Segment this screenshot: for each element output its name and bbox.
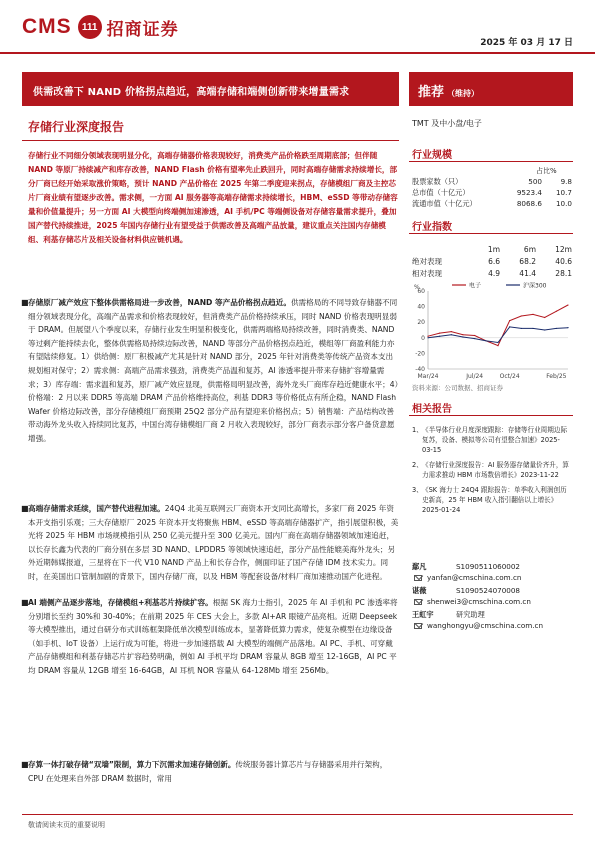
- mail-icon: [414, 575, 422, 581]
- analyst-id: S1090511060002: [456, 562, 521, 571]
- scale-value: 8068.6: [516, 199, 542, 208]
- paragraph-text: 供需格局的不同导致存储器不同细分领域表现分化，高端产品需求和价格表现较好，但消费类产品价格持续承压，同时 NAND 价格表现明显弱于 DRAM。但展望八个季度以来，存储行业发生明显积极变化，供需两端格局持续改善，同时消费类、NAND 等过剩产能持续去化，整体供需格局持续边际改善，NAND 等部分产品价格拐点趋近，模组等厂商盈利能力亦有望陆续修复。1）供给侧：原厂积极减产尤其是针对 NAND 部分，2025 年针对消费类等传统产品资本支出规划相对保守；2）需求侧：高端产品需求强劲，消费类产品温和复苏，AI 渗透率提升带来存储扩容增量需求；3）库存端：需求温和复苏，原厂减产效应显现，供需格局明显改善，海外龙头厂商库存趋近健康水平；4）价格端：2 月以来 DDR5 等高端 DRAM 产品价格维持高位，利基 DDR3 等价格低点有所企稳，NAND Flash Wafer 价格边际改善，部分存储模组厂商预期 25Q2 部分产品有望迎来价格拐点；5）销售端：产品结构改善带动海外龙头收入持续同比复苏，中国台湾存储模组厂商 2 月收入表现较好，部分厂商表示部分客户备货意愿增强。: [28, 298, 399, 443]
- data-point: [451, 334, 452, 335]
- report-subtitle: 存储行业深度报告: [28, 120, 125, 134]
- mail-icon: [414, 599, 422, 605]
- data-point: [462, 336, 463, 337]
- data-point: [544, 329, 545, 330]
- related-report-list: [412, 425, 570, 520]
- bullet-icon: ■: [21, 760, 29, 769]
- perf-value: 4.9: [488, 268, 500, 278]
- performance-title: 行业指数: [412, 222, 452, 233]
- y-tick-label: 20: [417, 319, 425, 327]
- data-point: [462, 334, 463, 335]
- y-unit-label: %: [414, 284, 420, 291]
- perf-col-head: 6m: [523, 244, 536, 254]
- scale-label: 总市值（十亿元）: [412, 187, 470, 197]
- table-header-row: [412, 243, 572, 255]
- x-tick-label: Mar/24: [417, 373, 439, 380]
- y-tick-label: 40: [417, 303, 425, 311]
- data-point: [521, 315, 522, 316]
- analyst-list: [412, 561, 572, 633]
- performance-divider: [409, 233, 573, 234]
- series-line-electronics: [428, 305, 568, 346]
- paragraph-lead: 存储原厂减产效应下整体供需格局进一步改善，NAND 等产品价格拐点趋近。: [28, 298, 291, 307]
- perf-value: 68.2: [519, 256, 536, 266]
- data-point: [567, 304, 568, 305]
- perf-value: 41.4: [519, 268, 536, 278]
- data-point: [427, 337, 428, 338]
- header-divider: [0, 52, 595, 54]
- bullet-icon: ■: [21, 298, 29, 307]
- scale-value: 9523.4: [516, 188, 542, 197]
- logo-cms-text: CMS: [22, 15, 72, 38]
- scale-label: 股票家数（只）: [412, 176, 463, 186]
- table-row: [412, 267, 572, 279]
- table-row: [412, 176, 572, 187]
- perf-col-head: 1m: [487, 244, 500, 254]
- data-point: [509, 326, 510, 327]
- analyst-entry: [412, 609, 572, 631]
- analyst-id: 研究助理: [456, 609, 485, 619]
- paragraph-lead: 存算一体打破存储“双墙”限制，算力下沉需求加速存储创新。: [28, 760, 236, 769]
- y-tick-label: 60: [417, 288, 425, 295]
- scale-title: 行业规模: [412, 150, 452, 161]
- analyst-name: 谌薇: [412, 585, 427, 595]
- y-tick-label: -40: [415, 366, 425, 373]
- perf-col-head: [412, 243, 464, 255]
- x-tick-label: Jul/24: [466, 373, 484, 380]
- abstract-text: 存储行业不同细分领域表现明显分化，高端存储器价格表现较好，消费类产品价格跌至周期底部；但伴随 NAND 等原厂持续减产和库存改善，NAND Flash 价格有望率先止跌回升，同时高端存储需求持续增长，部分厂商已经开始采取涨价策略，预计 NAND 产品价格在 2025 年第二季度迎来拐点，存储模组厂商及主控芯片厂商业绩有望逐步改善。需求侧，一方面 AI 服务器等高端存储需求持续增长，HBM、eSSD 等带动存储容量和价值量提升；另一方面 AI 大模型向终端侧加速渗透，AI 手机/PC 等端侧设备对存储容量需求提升，叠加国产替代持续推进，2025 年国内存储行业有望受益于供需改善及高端产品放量，建议重点关注国内存储模组、利基存储芯片及相关设备材料供应链机遇。: [28, 151, 398, 244]
- rating-label: 推荐: [418, 85, 445, 100]
- analyst-email[interactable]: yanfan@cmschina.com.cn: [427, 573, 522, 582]
- data-point: [532, 328, 533, 329]
- perf-value: 6.6: [488, 256, 500, 266]
- legend-label: 沪深300: [523, 282, 547, 290]
- scale-divider: [409, 161, 573, 162]
- related-report-item[interactable]: [412, 425, 570, 455]
- table-row: [412, 255, 572, 267]
- analyst-email[interactable]: shenwei3@cmschina.com.cn: [427, 597, 531, 606]
- scale-ratio: 10.0: [555, 199, 572, 208]
- perf-value: 40.6: [555, 256, 572, 266]
- report-title: 供需改善下 NAND 价格拐点趋近，高端存储和端侧创新带来增量需求: [22, 72, 399, 106]
- data-point: [474, 338, 475, 339]
- data-point: [497, 345, 498, 346]
- index-performance-chart: [412, 281, 572, 381]
- related-report-item[interactable]: [412, 485, 570, 515]
- scale-label: 流通市值（十亿元）: [412, 198, 477, 208]
- body-paragraph-1: [21, 296, 399, 446]
- scale-ratio: 9.8: [560, 177, 572, 186]
- table-row: [412, 187, 572, 198]
- analyst-name: 鄢凡: [412, 561, 427, 571]
- rating-box: [409, 72, 573, 106]
- analyst-name: 王虹宇: [412, 609, 434, 619]
- perf-label: 相对表现: [412, 268, 442, 278]
- paragraph-lead: AI 端侧产品逐步落地，存储模组+利基芯片持续扩容。: [28, 598, 213, 607]
- bullet-icon: ■: [21, 598, 29, 607]
- performance-table: [412, 243, 572, 279]
- data-point: [556, 311, 557, 312]
- data-point: [427, 336, 428, 337]
- footer-divider: [22, 814, 573, 815]
- data-point: [497, 342, 498, 343]
- scale-ratio-head: 占比%: [536, 167, 557, 175]
- body-paragraph-3: [21, 596, 399, 678]
- paragraph-text: 传统服务器计算芯片与存储器采用并行架构，CPU 在处理来自外部 DRAM 数据时，常用: [28, 760, 388, 783]
- sector-label: TMT 及中小盘/电子: [412, 119, 482, 128]
- analyst-email[interactable]: wanghongyu@cmschina.com.cn: [427, 621, 544, 630]
- chart-source: 资料来源：公司数据、招商证券: [412, 384, 503, 392]
- y-tick-label: -20: [415, 350, 425, 358]
- data-point: [451, 331, 452, 332]
- related-report-text: 《SK 海力士 24Q4 跟踪报告：单季收入利润创历史新高，25 年 HBM 收入指引翻倍以上增长》2025-01-24: [422, 486, 567, 514]
- x-tick-label: Oct/24: [499, 373, 520, 380]
- perf-value: 28.1: [555, 268, 572, 278]
- related-report-text: 《半导体行业月度深度跟踪：存储等行业周期边际复苏，设备、模拟等公司有望整合加速》2025-03-15: [422, 426, 568, 454]
- body-paragraph-2: [21, 502, 399, 584]
- scale-ratio: 10.7: [555, 188, 572, 197]
- paragraph-lead: 高端存储需求延续，国产替代进程加速。: [28, 504, 165, 513]
- perf-col-head: 12m: [555, 244, 572, 254]
- table-row: [412, 198, 572, 209]
- rating-sub-label: （维持）: [447, 89, 480, 98]
- mail-icon: [414, 623, 422, 629]
- logo-cn-text: 招商证券: [106, 19, 179, 40]
- list-number: 2、: [412, 461, 423, 469]
- analyst-entry: [412, 585, 572, 607]
- logo-badge-icon: 111: [78, 15, 102, 39]
- body-paragraph-4: [21, 758, 399, 785]
- footer-disclaimer: 敬请阅读末页的重要说明: [28, 821, 105, 829]
- data-point: [486, 340, 487, 341]
- list-number: 3、: [412, 486, 423, 494]
- analyst-id: S1090524070008: [456, 586, 521, 595]
- scale-value: 500: [528, 177, 542, 186]
- scale-table: [412, 176, 572, 209]
- series-line-csi300: [428, 327, 568, 343]
- related-title: 相关报告: [412, 404, 452, 415]
- data-point: [556, 328, 557, 329]
- related-report-item[interactable]: [412, 460, 570, 480]
- bullet-icon: ■: [21, 504, 29, 513]
- data-point: [544, 317, 545, 318]
- analyst-entry: [412, 561, 572, 583]
- data-point: [532, 314, 533, 315]
- x-tick-label: Feb/25: [546, 373, 567, 380]
- data-point: [509, 320, 510, 321]
- data-point: [567, 327, 568, 328]
- perf-label: 绝对表现: [412, 256, 442, 266]
- data-point: [439, 336, 440, 337]
- paragraph-text: 根据 SK 海力士指引，2025 年 AI 手机和 PC 渗透率将分别增长至约 30%和 30-40%；在前期 2025 年 CES 大会上，多款 AI+AR 眼镜产品亮相。近期 Deepseek 等大模型推出，通过自研分布式训练框架降低单次模型训练成本，显著降低算力需求，使复杂模型在边缘设备（如手机、IoT 设备）上运行成为可能，将进一步加速搭载 AI 大模型的端侧产品落地。AI PC、手机、可穿戴产品存储模组和利基存储芯片扩容趋势明确，例如 AI 手机平均 DRAM 容量从 8GB 增至 12-16GB，AI PC 平均 DRAM 容量从 12GB 增至 16-64GB，AI 耳机 NOR 容量从 64-128Mb 增至 256Mb。: [28, 598, 398, 675]
- data-point: [521, 328, 522, 329]
- y-tick-label: 0: [421, 334, 425, 342]
- report-date: 2025 年 03 月 17 日: [480, 38, 573, 48]
- related-divider: [409, 415, 573, 416]
- data-point: [474, 335, 475, 336]
- data-point: [439, 333, 440, 334]
- paragraph-text: 24Q4 北美互联网云厂商资本开支同比高增长，多家厂商 2025 年资本开支指引乐观；三大存储原厂 2025 年资本开支将聚焦 HBM、eSSD 等高端存储器扩产，指引展望积极，美光将 2025 年 HBM 市场规模指引从 250 亿美元提升至 300 亿美元。国内厂商在高端存储器领域加速追赶，以长存长鑫为代表的厂商分别在多层 3D NAND、LPDDR5 等领域快速追赶，部分产品性能媲美海外龙头；另外近期韩媒报道，三星将在下一代 V10 NAND 产品上和长存合作，侧面印证了国产存储 IDM 技术实力。同时，在美国出口管制加剧的背景下，国内存储厂商，以及 HBM 等配套设备/材料厂商加速推动国产化进程。: [28, 504, 399, 581]
- legend-label: 电子: [469, 282, 482, 290]
- list-number: 1、: [412, 426, 423, 434]
- subtitle-divider: [22, 140, 399, 141]
- brand-logo: [22, 14, 179, 40]
- related-report-text: 《存储行业深度报告：AI 服务器存储量价齐升，算力需求推动 HBM 市场数倍增长》2023-11-22: [422, 461, 570, 479]
